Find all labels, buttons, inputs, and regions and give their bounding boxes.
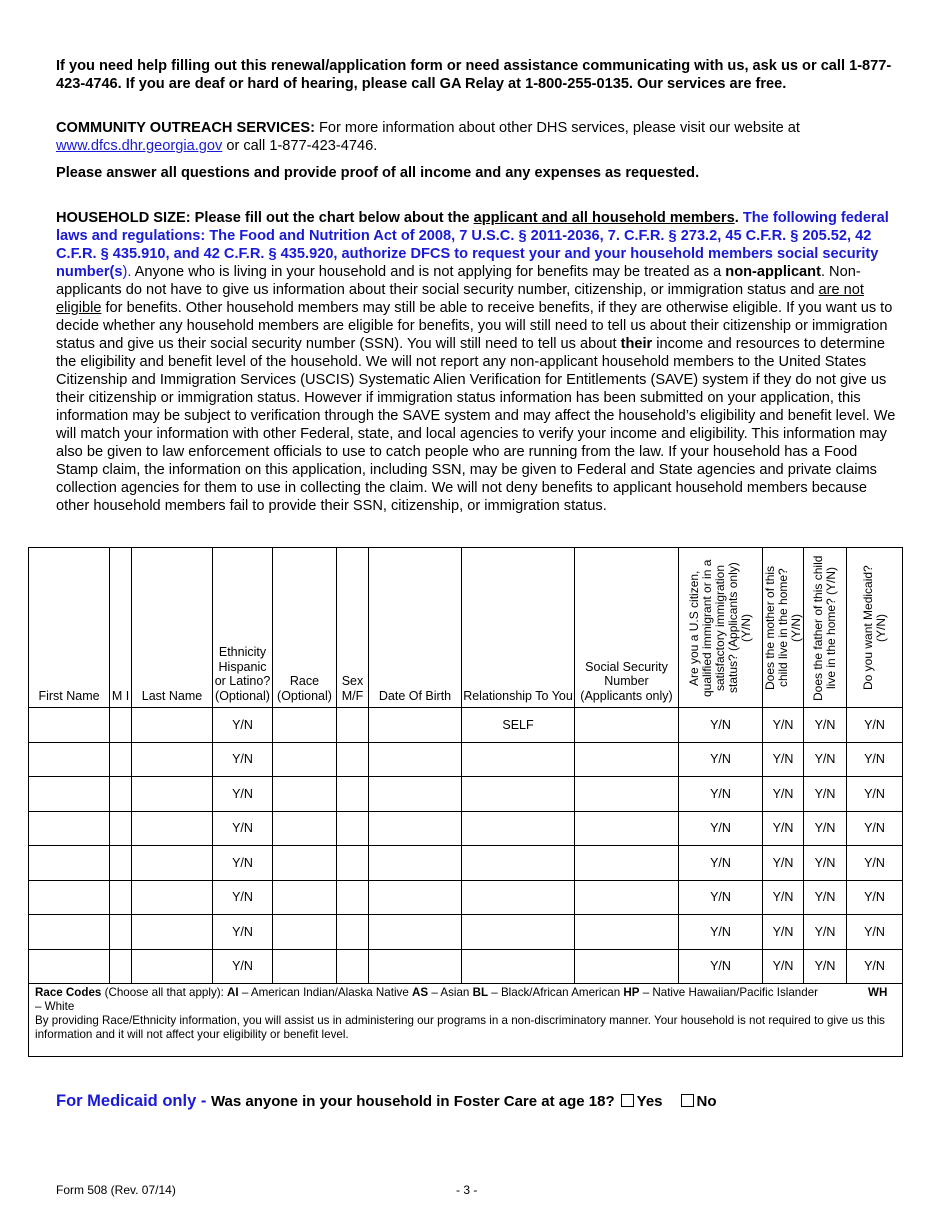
household-heading-end: . bbox=[734, 210, 739, 226]
cell-ssn[interactable] bbox=[575, 915, 679, 950]
cell-race[interactable] bbox=[273, 915, 337, 950]
household-heading: HOUSEHOLD SIZE: Please fill out the chart below about the bbox=[56, 210, 474, 226]
race-codes-label: Race Codes bbox=[35, 986, 102, 999]
cell-father[interactable]: Y/N bbox=[804, 846, 847, 881]
cell-medicaid[interactable]: Y/N bbox=[847, 811, 903, 846]
foster-no-label: No bbox=[696, 1093, 717, 1110]
header-first-name: First Name bbox=[29, 548, 110, 708]
cell-ethnicity[interactable]: Y/N bbox=[213, 846, 273, 881]
cell-medicaid[interactable]: Y/N bbox=[847, 708, 903, 743]
cell-first-name[interactable] bbox=[29, 846, 110, 881]
cell-race[interactable] bbox=[273, 742, 337, 777]
cell-race[interactable] bbox=[273, 846, 337, 881]
foster-yes-label: Yes bbox=[636, 1093, 663, 1110]
cell-first-name[interactable] bbox=[29, 915, 110, 950]
father-in-home-label: Does the father of this child live in the home? (Y/N) bbox=[811, 555, 838, 701]
cell-father[interactable]: Y/N bbox=[804, 742, 847, 777]
cell-last-name[interactable] bbox=[132, 742, 213, 777]
cell-last-name[interactable] bbox=[132, 880, 213, 915]
cell-first-name[interactable] bbox=[29, 742, 110, 777]
cell-race[interactable] bbox=[273, 880, 337, 915]
race-disclaimer: By providing Race/Ethnicity information, you will assist us in administering our programs in a non-discriminatory manner. Your household is not required to give us this information and it will not affect your eligibility or benefit level. bbox=[35, 1014, 885, 1041]
foster-yes-checkbox[interactable] bbox=[621, 1094, 634, 1107]
table-row bbox=[29, 880, 903, 915]
cell-first-name[interactable] bbox=[29, 949, 110, 984]
race-codes-intro: (Choose all that apply): bbox=[101, 986, 228, 999]
cell-relationship[interactable] bbox=[462, 846, 575, 881]
header-want-medicaid bbox=[847, 548, 903, 708]
header-citizen-status bbox=[679, 548, 763, 708]
cell-mi[interactable] bbox=[110, 915, 132, 950]
cell-race[interactable] bbox=[273, 811, 337, 846]
cell-sex[interactable] bbox=[337, 742, 369, 777]
cell-mother[interactable]: Y/N bbox=[763, 949, 804, 984]
race-codes-row bbox=[29, 984, 903, 1057]
cell-ssn[interactable] bbox=[575, 777, 679, 812]
table-header-row bbox=[29, 548, 903, 708]
cell-dob[interactable] bbox=[369, 880, 462, 915]
cell-father[interactable]: Y/N bbox=[804, 811, 847, 846]
cell-mother[interactable]: Y/N bbox=[763, 846, 804, 881]
cell-mother[interactable]: Y/N bbox=[763, 777, 804, 812]
table-row bbox=[29, 708, 903, 743]
page-number: - 3 - bbox=[456, 1183, 478, 1197]
cell-sex[interactable] bbox=[337, 777, 369, 812]
federal-laws-end: ). bbox=[122, 264, 132, 280]
race-code-bl: BL bbox=[472, 986, 489, 999]
cell-ethnicity[interactable]: Y/N bbox=[213, 777, 273, 812]
cell-mother[interactable]: Y/N bbox=[763, 880, 804, 915]
cell-relationship[interactable] bbox=[462, 880, 575, 915]
cell-first-name[interactable] bbox=[29, 777, 110, 812]
cell-last-name[interactable] bbox=[132, 708, 213, 743]
cell-mi[interactable] bbox=[110, 949, 132, 984]
citizen-status-label: Are you a U.S citizen, qualified immigrant or in a satisfactory immigration status? (Applicants only) (Y/N) bbox=[687, 559, 753, 697]
household-body-4: income and resources to determine the eligibility and benefit level of the household. We will not report any non-applicant household members to the United States Citizenship and Immigration Services (USCIS) Systematic Alien Verification for Entitlements (SAVE) system if they do not give us their citizenship or immigration status. However if immigration status information has been submitted on your application, this information may be subject to verification through the SAVE system and may affect the household’s eligibility and benefit level. We will match your information with other Federal, state, and local agencies to verify your income and eligibility. This information may also be given to law enforcement officials to use to catch people who are running from the law. If your household has a Food Stamp claim, the information on this application, including SSN, may be given to Federal and State agencies and private claims collection agencies for them to use in collecting the claim. We will not deny benefits to applicant household members because other household members fail to provide their SSN, citizenship, or immigration status. bbox=[56, 336, 896, 514]
household-body-1: Anyone who is living in your household and is not applying for benefits may be treated as a bbox=[131, 264, 726, 280]
cell-mi[interactable] bbox=[110, 742, 132, 777]
cell-father[interactable]: Y/N bbox=[804, 915, 847, 950]
header-date-of-birth: Date Of Birth bbox=[369, 548, 462, 708]
cell-ethnicity[interactable]: Y/N bbox=[213, 915, 273, 950]
cell-ssn[interactable] bbox=[575, 811, 679, 846]
cell-last-name[interactable] bbox=[132, 915, 213, 950]
want-medicaid-label: Do you want Medicaid? (Y/N) bbox=[860, 565, 888, 691]
instruction-text: Please answer all questions and provide proof of all income and any expenses as requested. bbox=[56, 165, 700, 181]
header-last-name: Last Name bbox=[132, 548, 213, 708]
cell-father[interactable]: Y/N bbox=[804, 777, 847, 812]
cell-mi[interactable] bbox=[110, 880, 132, 915]
cell-medicaid[interactable]: Y/N bbox=[847, 742, 903, 777]
cell-mother[interactable]: Y/N bbox=[763, 708, 804, 743]
header-mother-in-home bbox=[763, 548, 804, 708]
federal-laws-text: The following federal laws and regulations: The Food and Nutrition Act of 2008, 7 U.S.C. § 2011-2036, 7. C.F.R. § 273.2, 45 C.F.R. § 205.52, 42 C.F.R. § 435.910, and 42 C.F.R. § 435.920, authorize DFCS to request your and your household members social security number(s bbox=[56, 210, 889, 280]
race-code-wh-text: – White bbox=[35, 1000, 75, 1013]
race-code-hp-text: – Native Hawaiian/Pacific Islander bbox=[639, 986, 818, 999]
cell-sex[interactable] bbox=[337, 880, 369, 915]
cell-citizen[interactable]: Y/N bbox=[679, 949, 763, 984]
cell-race[interactable] bbox=[273, 949, 337, 984]
header-relationship: Relationship To You bbox=[462, 548, 575, 708]
cell-relationship[interactable] bbox=[462, 811, 575, 846]
cell-relationship[interactable] bbox=[462, 915, 575, 950]
outreach-phone-text: or call 1-877-423-4746. bbox=[222, 138, 378, 154]
cell-dob[interactable] bbox=[369, 949, 462, 984]
not-eligible-term: are not eligible bbox=[56, 282, 864, 316]
cell-ethnicity[interactable]: Y/N bbox=[213, 880, 273, 915]
header-middle-initial: M I bbox=[110, 548, 132, 708]
cell-race[interactable] bbox=[273, 777, 337, 812]
race-code-bl-text: – Black/African American bbox=[488, 986, 624, 999]
household-body-2: . Non-applicants do not have to give us information about their social security number, citizenship, or immigration status and bbox=[56, 264, 861, 298]
cell-citizen[interactable]: Y/N bbox=[679, 811, 763, 846]
cell-mi[interactable] bbox=[110, 777, 132, 812]
race-code-wh: WH bbox=[868, 986, 888, 999]
cell-relationship[interactable] bbox=[462, 742, 575, 777]
cell-citizen[interactable]: Y/N bbox=[679, 915, 763, 950]
household-heading-underlined: applicant and all household members bbox=[473, 210, 735, 226]
cell-mother[interactable]: Y/N bbox=[763, 915, 804, 950]
table-row bbox=[29, 777, 903, 812]
cell-sex[interactable] bbox=[337, 708, 369, 743]
header-ethnicity: Ethnicity Hispanic or Latino? (Optional) bbox=[213, 548, 273, 708]
cell-medicaid[interactable]: Y/N bbox=[847, 880, 903, 915]
race-code-hp: HP bbox=[623, 986, 640, 999]
cell-mother[interactable]: Y/N bbox=[763, 742, 804, 777]
cell-sex[interactable] bbox=[337, 811, 369, 846]
cell-citizen[interactable]: Y/N bbox=[679, 777, 763, 812]
cell-first-name[interactable] bbox=[29, 811, 110, 846]
outreach-notice bbox=[56, 119, 896, 155]
header-father-in-home bbox=[804, 548, 847, 708]
cell-mother[interactable]: Y/N bbox=[763, 811, 804, 846]
cell-ethnicity[interactable]: Y/N bbox=[213, 949, 273, 984]
table-row bbox=[29, 846, 903, 881]
outreach-label: COMMUNITY OUTREACH SERVICES: bbox=[56, 120, 315, 136]
cell-sex[interactable] bbox=[337, 949, 369, 984]
header-sex: Sex M/F bbox=[337, 548, 369, 708]
foster-no-checkbox[interactable] bbox=[681, 1094, 694, 1107]
cell-last-name[interactable] bbox=[132, 777, 213, 812]
cell-dob[interactable] bbox=[369, 777, 462, 812]
cell-medicaid[interactable]: Y/N bbox=[847, 777, 903, 812]
race-code-ai-text: – American Indian/Alaska Native bbox=[238, 986, 412, 999]
cell-ssn[interactable] bbox=[575, 708, 679, 743]
cell-ssn[interactable] bbox=[575, 949, 679, 984]
foster-care-text: Was anyone in your household in Foster Care at age 18? bbox=[210, 1093, 615, 1110]
household-body-3: for benefits. Other household members may still be able to receive benefits, if they are otherwise eligible. If you want us to decide whether any household members are eligible for benefits, you will still need to tell us about their citizenship or immigration status and give us their social security number (SSN). You will still need to tell us about bbox=[56, 300, 893, 352]
cell-first-name[interactable] bbox=[29, 708, 110, 743]
cell-dob[interactable] bbox=[369, 708, 462, 743]
table-row bbox=[29, 949, 903, 984]
cell-father[interactable]: Y/N bbox=[804, 880, 847, 915]
cell-ssn[interactable] bbox=[575, 846, 679, 881]
cell-mi[interactable] bbox=[110, 846, 132, 881]
race-code-ai: AI bbox=[227, 986, 239, 999]
cell-first-name[interactable] bbox=[29, 880, 110, 915]
form-number: Form 508 (Rev. 07/14) bbox=[56, 1183, 176, 1197]
cell-mi[interactable] bbox=[110, 708, 132, 743]
cell-father[interactable]: Y/N bbox=[804, 949, 847, 984]
help-notice: If you need help filling out this renewal/application form or need assistance communicating with us, ask us or call 1-877-423-4746. If you are deaf or hard of hearing, please call GA Relay at 1-800-255-0135. Our services are free. bbox=[56, 58, 892, 92]
cell-sex[interactable] bbox=[337, 915, 369, 950]
cell-sex[interactable] bbox=[337, 846, 369, 881]
cell-mi[interactable] bbox=[110, 811, 132, 846]
cell-medicaid[interactable]: Y/N bbox=[847, 949, 903, 984]
cell-ssn[interactable] bbox=[575, 742, 679, 777]
dfcs-website-link[interactable]: www.dfcs.dhr.georgia.gov bbox=[56, 138, 223, 154]
cell-medicaid[interactable]: Y/N bbox=[847, 915, 903, 950]
outreach-text: For more information about other DHS services, please visit our website at bbox=[314, 120, 800, 136]
cell-father[interactable]: Y/N bbox=[804, 708, 847, 743]
cell-ethnicity[interactable]: Y/N bbox=[213, 742, 273, 777]
table-row bbox=[29, 742, 903, 777]
cell-citizen[interactable]: Y/N bbox=[679, 708, 763, 743]
cell-last-name[interactable] bbox=[132, 846, 213, 881]
cell-dob[interactable] bbox=[369, 811, 462, 846]
cell-dob[interactable] bbox=[369, 742, 462, 777]
household-members-table bbox=[28, 547, 903, 1057]
header-ssn: Social Security Number (Applicants only) bbox=[575, 548, 679, 708]
cell-last-name[interactable] bbox=[132, 811, 213, 846]
cell-ethnicity[interactable]: Y/N bbox=[213, 811, 273, 846]
household-size-text bbox=[56, 209, 896, 515]
cell-last-name[interactable] bbox=[132, 949, 213, 984]
table-row bbox=[29, 811, 903, 846]
cell-dob[interactable] bbox=[369, 915, 462, 950]
cell-citizen[interactable]: Y/N bbox=[679, 880, 763, 915]
cell-ethnicity[interactable]: Y/N bbox=[213, 708, 273, 743]
header-race: Race (Optional) bbox=[273, 548, 337, 708]
cell-medicaid[interactable]: Y/N bbox=[847, 846, 903, 881]
cell-relationship: SELF bbox=[462, 708, 575, 743]
cell-citizen[interactable]: Y/N bbox=[679, 846, 763, 881]
foster-care-question bbox=[56, 1092, 717, 1111]
cell-ssn[interactable] bbox=[575, 880, 679, 915]
cell-race[interactable] bbox=[273, 708, 337, 743]
cell-citizen[interactable]: Y/N bbox=[679, 742, 763, 777]
cell-dob[interactable] bbox=[369, 846, 462, 881]
mother-in-home-label: Does the mother of this child live in the home? (Y/N) bbox=[762, 565, 803, 691]
race-code-as: AS bbox=[412, 986, 429, 999]
race-code-as-text: – Asian bbox=[428, 986, 473, 999]
medicaid-only-label: For Medicaid only - bbox=[56, 1092, 211, 1110]
cell-relationship[interactable] bbox=[462, 777, 575, 812]
non-applicant-term: non-applicant bbox=[725, 264, 821, 280]
cell-relationship[interactable] bbox=[462, 949, 575, 984]
table-row bbox=[29, 915, 903, 950]
their-term: their bbox=[620, 336, 653, 352]
race-codes-note bbox=[29, 984, 903, 1057]
